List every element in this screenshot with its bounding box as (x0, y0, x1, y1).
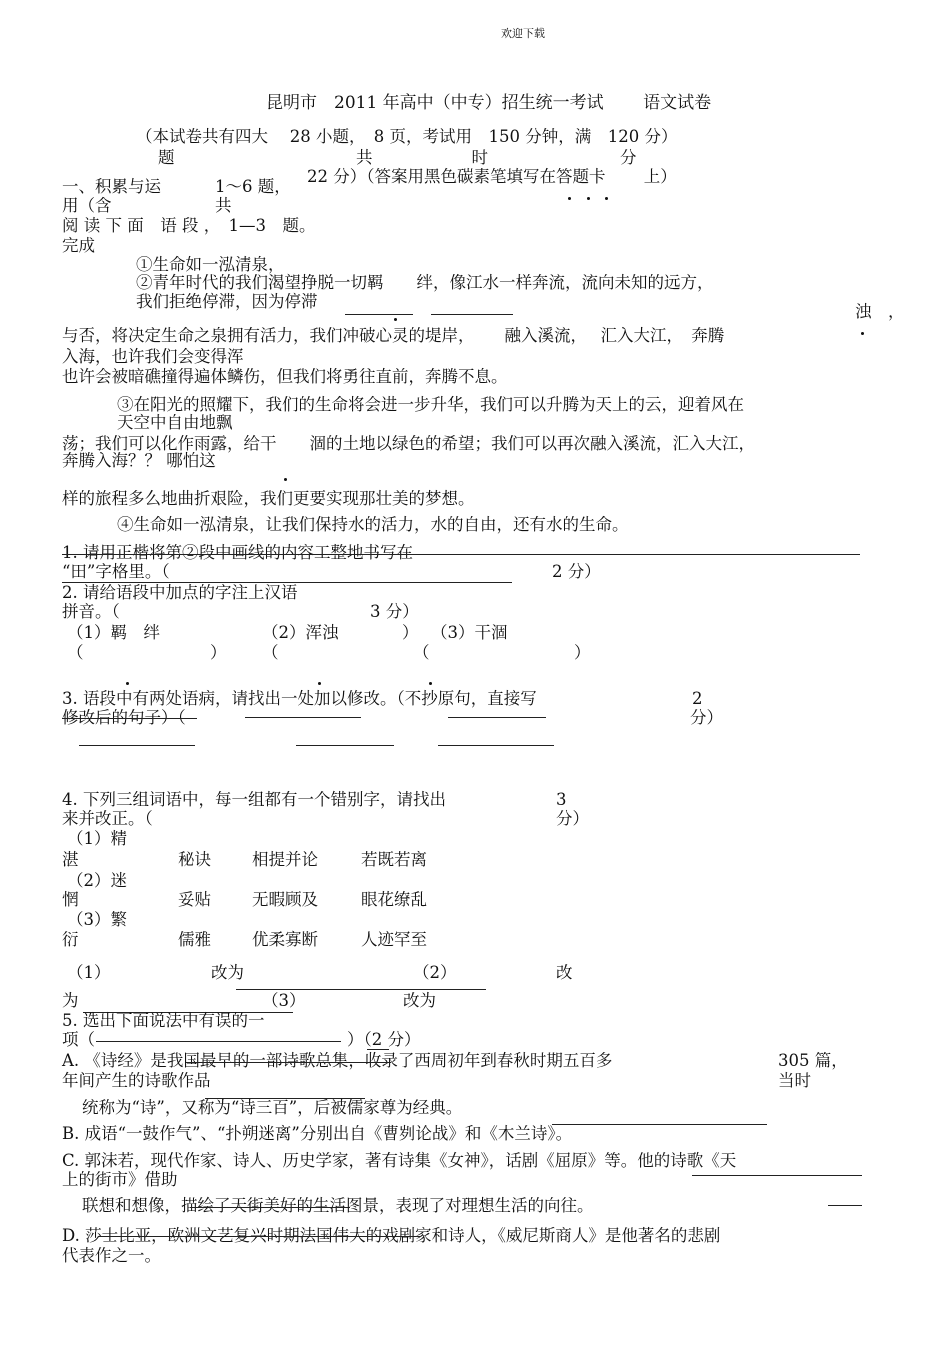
q4-group1-word: 湛 (62, 850, 79, 869)
answer-line (828, 1205, 862, 1206)
q4-group2-word: 惘 (62, 890, 79, 909)
q4-group3-word: 衍 (62, 930, 79, 949)
q3-score-num: 2 (692, 689, 703, 708)
q3-text: 3. 语段中有两处语病，请找出一处加以修改。（不抄原句，直接写 (62, 689, 537, 708)
exam-title: 昆明市 2011 年高中（中专）招生统一考试 语文试卷 (266, 93, 712, 113)
q4-answer3-label: （3） (262, 991, 306, 1010)
q5-option-a-right: 305 篇， (778, 1051, 848, 1070)
q4-word: 儒雅 (178, 930, 211, 949)
passage-p2e: 入海，也许我们会变得浑 (62, 347, 244, 366)
answer-line (438, 745, 554, 746)
q4-answer1-label: （1） (67, 963, 111, 982)
q1-text-cont: “田”字格里。（ (62, 562, 170, 581)
passage-p3b: 天空中自由地飘 (117, 413, 233, 432)
emphasis-dot (284, 478, 287, 481)
q4-text-cont: 来并改正。（ (62, 809, 153, 828)
q5-option-a: A. 《诗经》是我国最早的一部诗歌总集，收录了西周初年到春秋时期五百多 (62, 1051, 613, 1070)
q5-option-a-cont: 年间产生的诗歌作品 (62, 1071, 211, 1090)
q5-option-b: B. 成语“一鼓作气”、“扑朔迷离”分别出自《曹刿论战》和《木兰诗》。 (62, 1124, 573, 1143)
section-range: 1～6 题， (215, 177, 291, 196)
q2-score: 3 分） (370, 602, 419, 621)
q4-answer2-label: （2） (413, 963, 457, 982)
q4-answer3-change: 改为 (403, 991, 436, 1010)
q5-text-cont: 项（ (62, 1030, 95, 1049)
q5-option-d-cont: 代表作之一。 (62, 1246, 161, 1265)
q4-answer2-change-cont: 为 (62, 991, 79, 1010)
q1-score: 2 分） (552, 562, 601, 581)
strike-line (98, 1236, 420, 1237)
q4-answer2-change: 改 (556, 963, 573, 982)
emphasis-dot (318, 682, 321, 685)
passage-p3d: 奔腾入海？？ 哪怕这 (62, 451, 216, 470)
q5-option-c: C. 郭沫若，现代作家、诗人、历史学家，著有诗集《女神》，话剧《屈原》等。他的诗歌《天 (62, 1151, 737, 1170)
q4-group3-label: （3）繁 (67, 910, 127, 929)
q2-paren3-open: （ (413, 643, 430, 662)
reading-instruction: 阅 读 下 面 语 段 ， 1—3 题。 (62, 216, 316, 235)
passage-p2a: ②青年时代的我们渴望挣脱一切羁 绊，像江水一样奔流，流向未知的远方， (136, 273, 714, 292)
reading-instruction-complete: 完成 (62, 236, 95, 255)
q4-text: 4. 下列三组词语中，每一组都有一个错别字，请找出 (62, 790, 446, 809)
page-header-note: 欢迎下载 (501, 27, 545, 40)
underline (431, 314, 513, 315)
passage-p1: ①生命如一泓清泉， (136, 255, 285, 274)
section-use: 用（含 (62, 196, 112, 215)
section-total: 共 (215, 196, 232, 215)
q4-score-num: 3 (556, 790, 567, 809)
answer-line (236, 989, 486, 990)
answer-line (448, 717, 546, 718)
q2-text-cont: 拼音。（ (62, 602, 120, 621)
q4-word: 秘诀 (178, 850, 211, 869)
q4-word: 相提并论 (252, 850, 318, 869)
emphasis-dot (429, 682, 432, 685)
q2-paren1-open: （ (67, 643, 84, 662)
strike-line (62, 554, 860, 555)
underline (345, 314, 413, 315)
q4-word: 优柔寡断 (252, 930, 318, 949)
q5-option-a-right2: 当时 (778, 1071, 811, 1090)
emphasis-dot (394, 318, 397, 321)
q5-option-a-cont2: 统称为“诗”，又称为“诗三百”，后被儒家尊为经典。 (82, 1098, 463, 1117)
emphasis-dot (587, 197, 590, 200)
q2-text: 2. 请给语段中加点的字注上汉语 (62, 583, 298, 602)
q2-item1: （1）羁 绊 (67, 623, 160, 642)
passage-p2d: 与否，将决定生命之泉拥有活力，我们冲破心灵的堤岸， 融入溪流， 汇入大江， 奔腾 (62, 326, 725, 345)
passage-p4: ④生命如一泓清泉，让我们保持水的活力，水的自由，还有水的生命。 (117, 515, 629, 534)
q4-word: 妥贴 (178, 890, 211, 909)
q4-score-unit: 分） (556, 809, 589, 828)
answer-line (245, 717, 361, 718)
section-title: 一、积累与运 (62, 177, 161, 196)
exam-info-line3: 22 分）（答案用黑色碳素笔填写在答题卡 上） (307, 167, 677, 186)
exam-info-line2: 题 共 时 分 (158, 148, 637, 167)
emphasis-dot (568, 197, 571, 200)
passage-p3c: 荡；我们可以化作雨露，给干 涸的土地以绿色的希望；我们可以再次融入溪流，汇入大江， (62, 434, 755, 453)
q4-answer1-change: 改为 (211, 963, 244, 982)
q2-paren1-close: ） (210, 643, 227, 662)
q4-word: 人迹罕至 (361, 930, 427, 949)
strike-line (62, 718, 197, 719)
passage-p2b: 我们拒绝停滞，因为停滞 (136, 292, 318, 311)
emphasis-dot (605, 197, 608, 200)
emphasis-dot (126, 682, 129, 685)
passage-p2f: 也许会被暗礁撞得遍体鳞伤，但我们将勇往直前，奔腾不息。 (62, 367, 508, 386)
q5-text: 5. 选出下面说法中有误的一 (62, 1011, 265, 1030)
q4-word: 若既若离 (361, 850, 427, 869)
q4-word: 无暇顾及 (252, 890, 318, 909)
q3-text-cont: 修改后的句子）（ (62, 708, 186, 727)
emphasis-dot (861, 332, 864, 335)
q2-paren3-close: ） (574, 643, 591, 662)
passage-p3a: ③在阳光的照耀下，我们的生命将会进一步升华，我们可以升腾为天上的云，迎着风在 (117, 395, 744, 414)
answer-line (552, 1124, 767, 1125)
q5-score: ）（2 分） (347, 1030, 421, 1049)
q4-group2-label: （2）迷 (67, 871, 127, 890)
q2-paren2-open: （ (262, 643, 279, 662)
strike-line (96, 1041, 341, 1042)
passage-p3e: 样的旅程多么地曲折艰险，我们更要实现那壮美的梦想。 (62, 489, 475, 508)
exam-info-line1: （本试卷共有四大 28 小题， 8 页，考试用 150 分钟，满 120 分） (136, 127, 678, 146)
q2-item2-close: ） (402, 623, 419, 642)
q5-option-c-cont: 上的街市》借助 (62, 1170, 178, 1189)
passage-p2c: 浊 ， (855, 302, 905, 321)
q3-score-unit: 分） (690, 708, 723, 727)
q2-item3: （3）干涸 (431, 623, 508, 642)
q4-group1-label: （1）精 (67, 829, 127, 848)
answer-line (296, 745, 394, 746)
q1-text: 1. 请用正楷将第②段中画线的内容工整地书写在 (62, 543, 413, 562)
answer-line (79, 745, 195, 746)
q5-option-c-cont2: 联想和想像，描绘了天街美好的生活图景，表现了对理想生活的向往。 (82, 1196, 594, 1215)
answer-line (367, 1049, 389, 1050)
strike-line (186, 1062, 391, 1063)
q4-word: 眼花缭乱 (361, 890, 427, 909)
strike-line (692, 1175, 862, 1176)
strike-line (190, 1207, 350, 1208)
q2-item2: （2）浑浊 (262, 623, 339, 642)
q5-option-d: D. 莎士比亚，欧洲文艺复兴时期法国伟大的戏剧家和诗人，《威尼斯商人》是他著名的悲剧 (62, 1226, 721, 1245)
